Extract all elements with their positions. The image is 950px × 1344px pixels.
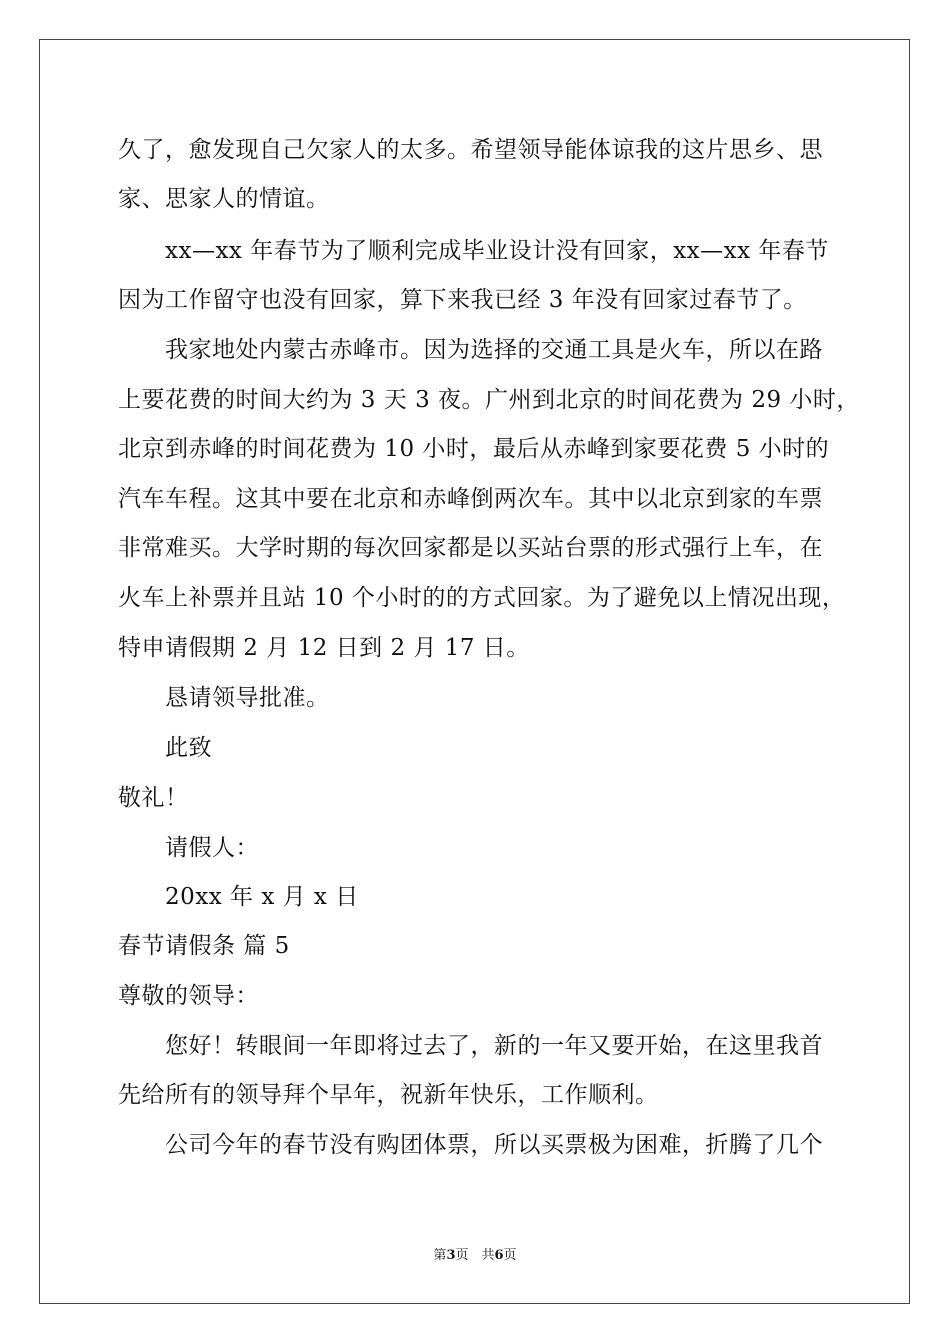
text-line: 敬礼！ bbox=[118, 785, 189, 811]
text-line: 恳请领导批准。 bbox=[165, 685, 330, 711]
text-line: 久了，愈发现自己欠家人的太多。希望领导能体谅我的这片思乡、思 bbox=[118, 137, 823, 163]
text-line: 因为工作留守也没有回家，算下来我已经 3 年没有回家过春节了。 bbox=[118, 287, 807, 313]
text-line: 公司今年的春节没有购团体票，所以买票极为困难，折腾了几个 bbox=[165, 1132, 823, 1158]
text-line: 20xx 年 x 月 x 日 bbox=[165, 884, 359, 910]
text-line: 我家地处内蒙古赤峰市。因为选择的交通工具是火车，所以在路 bbox=[165, 337, 823, 363]
text-line: 请假人： bbox=[165, 835, 259, 861]
text-line: 此致 bbox=[165, 735, 212, 761]
text-line: 火车上补票并且站 10 个小时的的方式回家。为了避免以上情况出现， bbox=[118, 585, 846, 611]
text-line: 家、思家人的情谊。 bbox=[118, 186, 330, 212]
footer-middle: 页 共 bbox=[455, 1248, 495, 1263]
footer-suffix: 页 bbox=[503, 1248, 517, 1263]
text-line: 上要花费的时间大约为 3 天 3 夜。广州到北京的时间花费为 29 小时， bbox=[118, 387, 860, 413]
text-line: 北京到赤峰的时间花费为 10 小时，最后从赤峰到家要花费 5 小时的 bbox=[118, 436, 830, 462]
page-footer bbox=[0, 1248, 950, 1264]
text-line: 先给所有的领导拜个早年，祝新年快乐，工作顺利。 bbox=[118, 1082, 659, 1108]
page-border bbox=[39, 39, 910, 1304]
footer-total-pages: 6 bbox=[494, 1248, 504, 1263]
section-heading: 春节请假条 篇 5 bbox=[118, 933, 290, 959]
footer-prefix: 第 bbox=[433, 1248, 447, 1263]
text-line: 特申请假期 2 月 12 日到 2 月 17 日。 bbox=[118, 635, 530, 661]
text-line: 汽车车程。这其中要在北京和赤峰倒两次车。其中以北京到家的车票 bbox=[118, 486, 823, 512]
text-line: 尊敬的领导： bbox=[118, 983, 259, 1009]
text-line: 您好！转眼间一年即将过去了，新的一年又要开始，在这里我首 bbox=[165, 1033, 823, 1059]
footer-page-number: 3 bbox=[446, 1248, 456, 1263]
text-line: xx—xx 年春节为了顺利完成毕业设计没有回家，xx—xx 年春节 bbox=[165, 238, 829, 264]
text-line: 非常难买。大学时期的每次回家都是以买站台票的形式强行上车，在 bbox=[118, 535, 823, 561]
